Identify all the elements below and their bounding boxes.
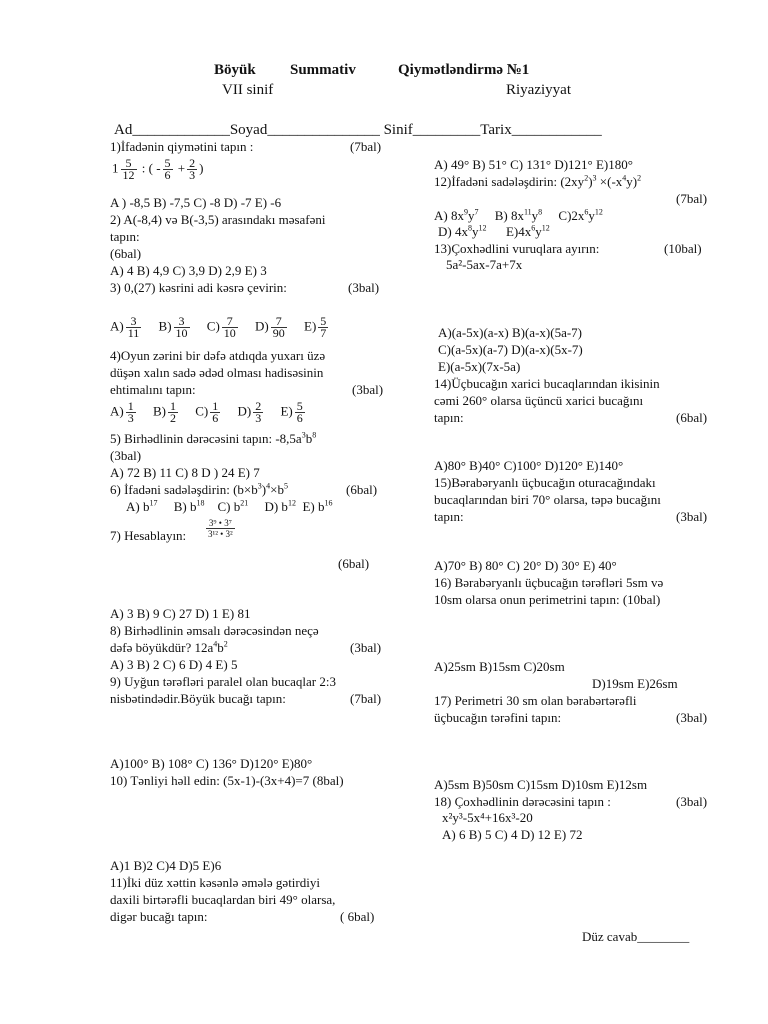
q4-points: (3bal) — [352, 382, 384, 397]
q3-answers: A) $\frac{3}{11}$ B) $\frac{3}{10}$ C) $\frac{7}{10}$ D) $\frac{7}{90}$ E) $\frac{5}{7}$ — [110, 314, 327, 340]
q14-points: (6bal) — [676, 410, 708, 425]
q15-text-c: tapın: — [434, 509, 464, 524]
q12-answers-2: D) $4x^8y^{12}$ $E)4x^6y^{12}$ — [438, 223, 550, 239]
q11-answers: A) 49° B) 51° C) 131° D)121° E)180° — [434, 157, 633, 172]
q13-points: (10bal) — [664, 241, 702, 256]
q16-answers-1: A)25sm B)15sm C)20sm — [434, 659, 565, 674]
q5-answers: A) 72 B) 11 C) 8 D ) 24 E) 7 — [110, 465, 260, 480]
q9-text-b: nisbətindədir.Böyük bucağı tapın: — [110, 691, 286, 706]
q12-points: (7bal) — [676, 191, 708, 206]
q11-text-b: daxili birtərəfli bucaqlardan biri 49° olarsa, — [110, 892, 336, 907]
q9-points: (7bal) — [350, 691, 382, 706]
subject-label: Riyaziyyat — [506, 82, 571, 98]
q13-expression: 5a²-5ax-7a+7x — [446, 257, 523, 272]
q1-answers: A ) -8,5 B) -7,5 C) -8 D) -7 E) -6 — [110, 195, 282, 210]
q7-points: (6bal) — [338, 556, 370, 571]
q14-text-a: 14)Üçbucağın xarici bucaqlarından ikisinin — [434, 376, 660, 391]
q10-answers: A)1 B)2 C)4 D)5 E)6 — [110, 858, 222, 873]
q6-answers: A) $b^{17}$ B) $b^{18}$ C) $b^{21}$ D) $b^{12}$ E) $b^{16}$ — [126, 498, 333, 514]
q1-text: 1)İfadənin qiymətini tapın : — [110, 139, 254, 154]
title-summativ: Summativ — [290, 62, 356, 78]
q1-expression: 1 $\frac{5}{12}$ : ( - $\frac{5}{6}$ + $\frac{2}{3}$ ) — [112, 156, 204, 182]
title-qiymetlendirme: Qiymətləndirmə №1 — [398, 62, 530, 78]
q18-text: 18) Çoxhədlinin dərəcəsini tapın : — [434, 794, 611, 809]
q9-answers: A)100° B) 108° C) 136° D)120° E)80° — [110, 756, 313, 771]
q17-points: (3bal) — [676, 710, 708, 725]
q14-answers: A)80° B)40° C)100° D)120° E)140° — [434, 458, 624, 473]
q13-answers-3: E)(a-5x)(7x-5a) — [438, 359, 521, 374]
q13-answers-2: C)(a-5x)(a-7) D)(a-x)(5x-7) — [438, 342, 583, 357]
q7-answers: A) 3 B) 9 C) 27 D) 1 E) 81 — [110, 606, 251, 621]
q11-text-a: 11)İki düz xəttin kəsənlə əmələ gətirdiyi — [110, 875, 320, 890]
q15-text-b: bucaqlarından biri 70° olarsa, təpə bucağını — [434, 492, 661, 507]
q17-text-b: üçbucağın tərəfini tapın: — [434, 710, 562, 725]
q4-text-b: düşən xalın sadə ədəd olması hadisəsinin — [110, 365, 324, 380]
q8-text-a: 8) Birhədlinin əmsalı dərəcəsindən neçə — [110, 623, 319, 638]
q6-text: 6) İfadəni sadələşdirin: $(b\times b^3)^4\times b^5$ — [110, 481, 288, 497]
q9-text-a: 9) Uyğun tərəfləri paralel olan bucaqlar 2:3 — [110, 674, 336, 689]
q4-answers: A) $\frac{1}{3}$ B) $\frac{1}{2}$ C) $\frac{1}{6}$ D) $\frac{2}{3}$ E) $\frac{5}{6}$ — [110, 399, 303, 425]
q10-text: 10) Tənliyi həll edin: (5x-1)-(3x+4)=7 (8bal) — [110, 773, 344, 788]
q5-points: (3bal) — [110, 448, 142, 463]
q18-answers: A) 6 B) 5 C) 4 D) 12 E) 72 — [442, 827, 583, 842]
q17-answers: A)5sm B)50sm C)15sm D)10sm E)12sm — [434, 777, 648, 792]
q11-points: ( 6bal) — [340, 909, 375, 924]
q4-text-a: 4)Oyun zərini bir dəfə atdıqda yuxarı üzə — [110, 348, 326, 363]
q13-answers-1: A)(a-5x)(a-x) B)(a-x)(5a-7) — [438, 325, 582, 340]
q2-answers: A) 4 B) 4,9 C) 3,9 D) 2,9 E) 3 — [110, 263, 267, 278]
q3-points: (3bal) — [348, 280, 380, 295]
q7-expression: $\frac{\text{3⁹ • 3⁷}}{\text{3¹² • 3²}}$ — [208, 518, 233, 539]
q8-points: (3bal) — [350, 640, 382, 655]
q14-text-b: cəmi 260° olarsa üçüncü xarici bucağını — [434, 393, 644, 408]
q15-points: (3bal) — [676, 509, 708, 524]
q18-points: (3bal) — [676, 794, 708, 809]
q14-text-c: tapın: — [434, 410, 464, 425]
q2-points: (6bal) — [110, 246, 142, 261]
q1-points: (7bal) — [350, 139, 382, 154]
q12-answers-1: A) $8x^9y^7$ B) $8x^{11}y^8$ $C)2x^6y^{12}$ — [434, 207, 603, 223]
q8-answers: A) 3 B) 2 C) 6 D) 4 E) 5 — [110, 657, 238, 672]
q13-text: 13)Çoxhədlini vuruqlara ayırın: — [434, 241, 600, 256]
q16-text-a: 16) Bərabəryanlı üçbucağın tərəfləri 5sm və — [434, 575, 664, 590]
q8-text-b: dəfə böyükdür? $12a^4b^2$ — [110, 639, 228, 655]
q16-text-b: 10sm olarsa onun perimetrini tapın: (10bal) — [434, 592, 661, 607]
q5-text: 5) Birhədlinin dərəcəsini tapın: $-8,5a^3b^8$ — [110, 430, 317, 446]
q6-points: (6bal) — [346, 482, 378, 497]
q15-text-a: 15)Bərabəryanlı üçbucağın oturacağındakı — [434, 475, 656, 490]
q2-text-b: tapın: — [110, 229, 140, 244]
title-boyuk: Böyük — [214, 62, 256, 78]
grade-label: VII sinif — [222, 82, 274, 98]
name-fields: Ad_____________Soyad_______________ Sinif_________Tarix____________ — [114, 122, 602, 138]
correct-answers-line: Düz cavab________ — [582, 929, 690, 944]
q4-text-c: ehtimalını tapın: — [110, 382, 196, 397]
q12-text: 12)İfadəni sadələşdirin: $(2xy^2)^3 \times(-x^4y)^2$ — [434, 173, 642, 189]
q2-text-a: 2) A(-8,4) və B(-3,5) arasındakı məsafəni — [110, 212, 326, 227]
q16-answers-2: D)19sm E)26sm — [592, 676, 678, 691]
q18-expression: x²y³-5x⁴+16x³-20 — [442, 810, 533, 825]
q11-text-c: digər bucağı tapın: — [110, 909, 208, 924]
q7-text: 7) Hesablayın: — [110, 528, 187, 543]
q17-text-a: 17) Perimetri 30 sm olan bərabərtərəfli — [434, 693, 637, 708]
q15-answers: A)70° B) 80° C) 20° D) 30° E) 40° — [434, 558, 617, 573]
q3-text: 3) 0,(27) kəsrini adi kəsrə çevirin: — [110, 280, 287, 295]
